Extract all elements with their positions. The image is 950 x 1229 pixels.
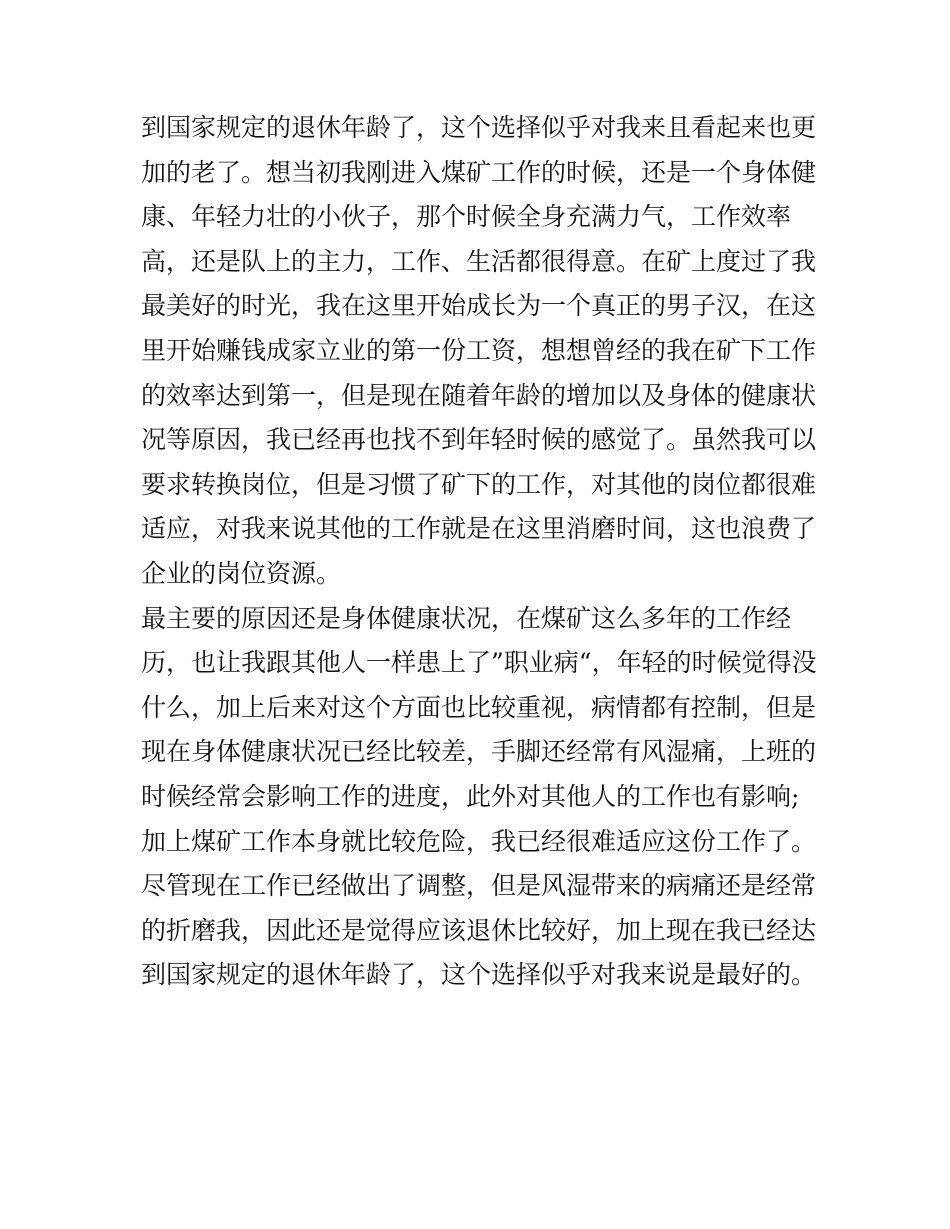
text-line: 时候经常会影响工作的进度，此外对其他人的工作也有影响; xyxy=(141,781,800,811)
text-line: 历，也让我跟其他人一样患上了”职业病“，年轻的时候觉得没 xyxy=(141,648,817,678)
text-line: 最美好的时光，我在这里开始成长为一个真正的男子汉，在这 xyxy=(141,291,817,321)
text-line: 要求转换岗位，但是习惯了矿下的工作，对其他的岗位都很难 xyxy=(141,469,817,499)
text-line: 况等原因，我已经再也找不到年轻时候的感觉了。虽然我可以 xyxy=(141,425,817,455)
text-line: 的效率达到第一，但是现在随着年龄的增加以及身体的健康状 xyxy=(141,380,817,410)
text-line: 加的老了。想当初我刚进入煤矿工作的时候，还是一个身体健 xyxy=(141,157,817,187)
text-line: 适应，对我来说其他的工作就是在这里消磨时间，这也浪费了 xyxy=(141,514,817,544)
body-text xyxy=(141,106,821,998)
text-line: 高，还是队上的主力，工作、生活都很得意。在矿上度过了我 xyxy=(141,246,817,276)
text-line: 的折磨我，因此还是觉得应该退休比较好，加上现在我已经达 xyxy=(141,915,817,945)
text-line: 企业的岗位资源。 xyxy=(141,558,342,588)
text-line: 尽管现在工作已经做出了调整，但是风湿带来的病痛还是经常 xyxy=(141,871,817,901)
text-line: 什么，加上后来对这个方面也比较重视，病情都有控制，但是 xyxy=(141,692,817,722)
text-line: 到国家规定的退休年龄了，这个选择似乎对我来且看起来也更 xyxy=(141,113,817,142)
text-line: 到国家规定的退休年龄了，这个选择似乎对我来说是最好的。 xyxy=(141,960,817,990)
text-line: 康、年轻力壮的小伙子，那个时候全身充满力气，工作效率 xyxy=(141,202,792,232)
text-line: 现在身体健康状况已经比较差，手脚还经常有风湿痛，上班的 xyxy=(141,737,817,767)
text-line: 最主要的原因还是身体健康状况，在煤矿这么多年的工作经 xyxy=(141,603,792,633)
text-line: 里开始赚钱成家立业的第一份工资，想想曾经的我在矿下工作 xyxy=(141,335,817,365)
text-line: 加上煤矿工作本身就比较危险，我已经很难适应这份工作了。 xyxy=(141,826,817,856)
